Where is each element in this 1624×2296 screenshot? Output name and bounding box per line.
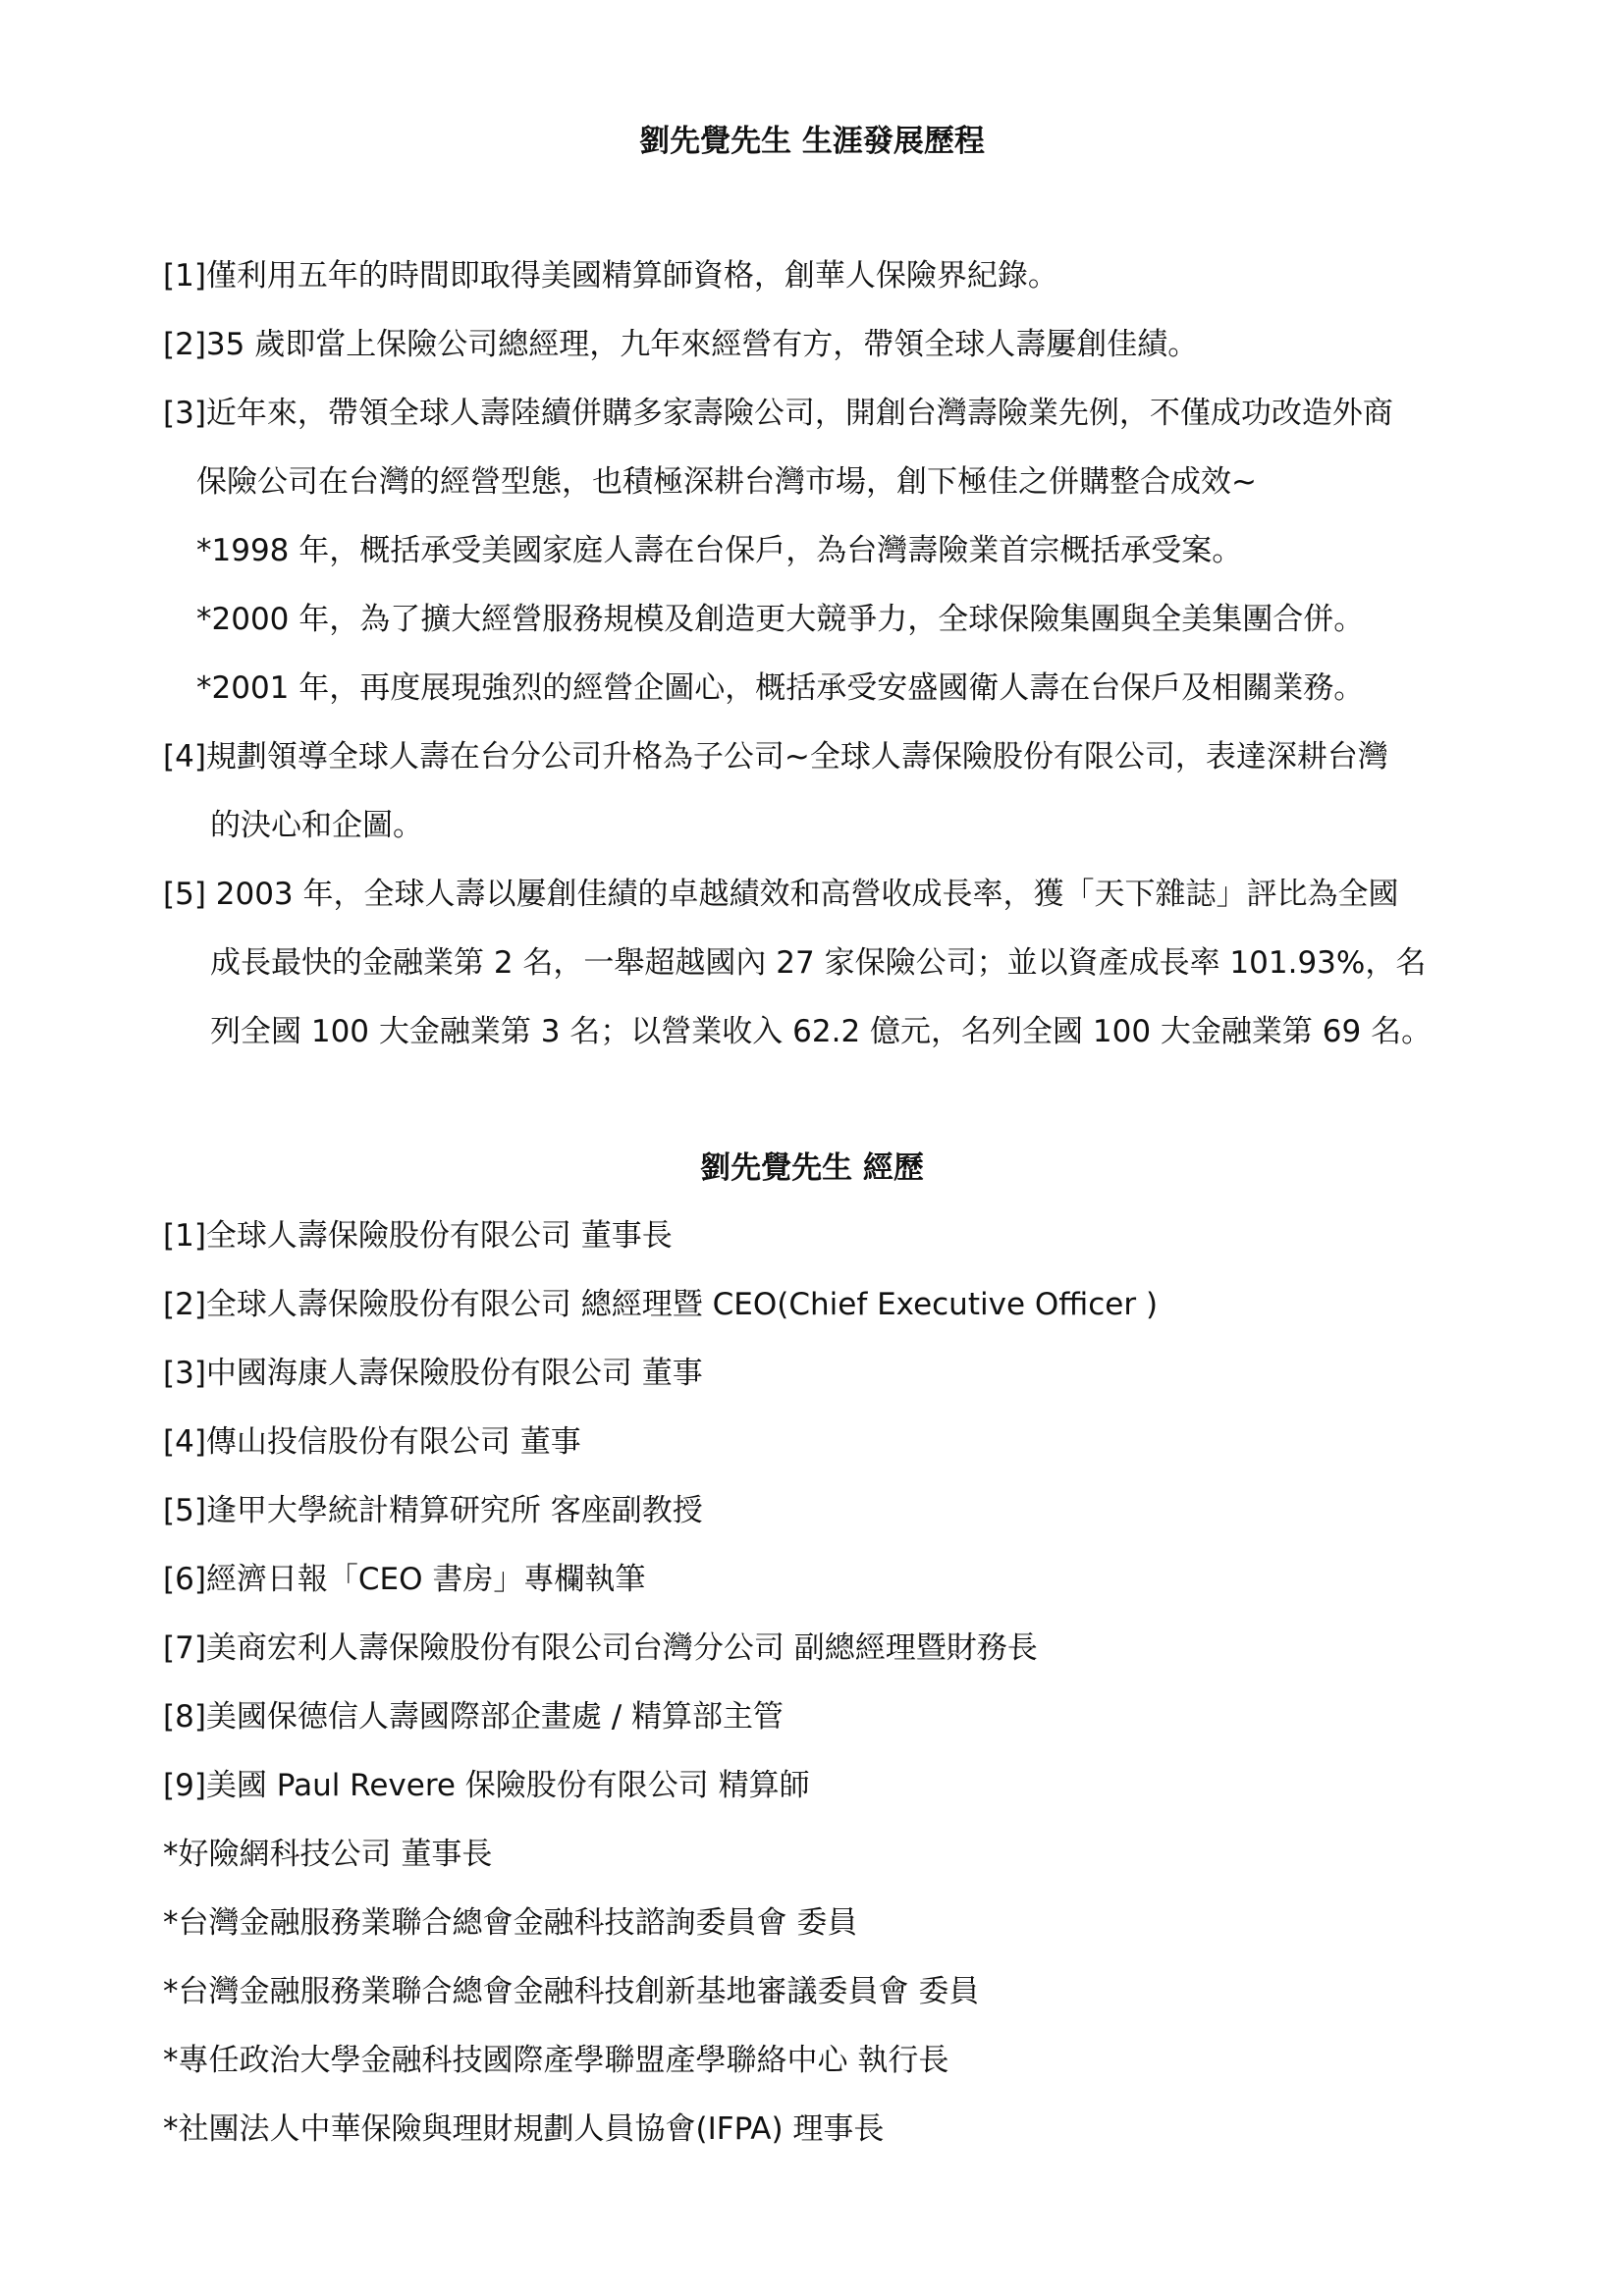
experience-item-7: [7]美商宏利人壽保險股份有限公司台灣分公司 副總經理暨財務長 [163,1630,1038,1666]
experience-item-6: [6]經濟日報「CEO 書房」專欄執筆 [163,1562,646,1597]
career-item-2: [2]35 歲即當上保險公司總經理，九年來經營有方，帶領全球人壽屢創佳績。 [163,327,1199,362]
experience-item-9: [9]美國 Paul Revere 保險股份有限公司 精算師 [163,1768,810,1803]
experience-item-4: [4]傳山投信股份有限公司 董事 [163,1424,581,1460]
experience-item-5: [5]逢甲大學統計精算研究所 客座副教授 [163,1493,703,1528]
section-title-career-development: 劉先覺先生 生涯發展歷程 [639,124,985,159]
experience-extra-2: *台灣金融服務業聯合總會金融科技諮詢委員會 委員 [163,1905,858,1941]
experience-extra-1: *好險網科技公司 董事長 [163,1837,493,1872]
career-item-1: [1]僅利用五年的時間即取得美國精算師資格，創華人保險界紀錄。 [163,258,1058,294]
career-item-5-continuation-1: 成長最快的金融業第 2 名，一舉超越國內 27 家保險公司；並以資產成長率 101.93%，名 [210,945,1427,981]
career-subitem-2001: *2001 年，再度展現強烈的經營企圖心，概括承受安盛國衛人壽在台保戶及相關業務。 [196,670,1365,706]
career-item-4-continuation: 的決心和企圖。 [210,808,423,843]
career-item-5: [5] 2003 年，全球人壽以屢創佳績的卓越績效和高營收成長率，獲「天下雜誌」評比為全國 [163,877,1399,912]
experience-item-1: [1]全球人壽保險股份有限公司 董事長 [163,1218,673,1254]
experience-extra-3: *台灣金融服務業聯合總會金融科技創新基地審議委員會 委員 [163,1974,980,2009]
career-item-4: [4]規劃領導全球人壽在台分公司升格為子公司~全球人壽保險股份有限公司，表達深耕台灣 [163,739,1388,774]
career-subitem-2000: *2000 年，為了擴大經營服務規模及創造更大競爭力，全球保險集團與全美集團合併。 [196,602,1365,637]
experience-extra-5: *社團法人中華保險與理財規劃人員協會(IFPA) 理事長 [163,2111,885,2147]
experience-item-8: [8]美國保德信人壽國際部企畫處 / 精算部主管 [163,1699,785,1735]
experience-item-2: [2]全球人壽保險股份有限公司 總經理暨 CEO(Chief Executive Officer ) [163,1287,1159,1322]
career-item-5-continuation-2: 列全國 100 大金融業第 3 名；以營業收入 62.2 億元，名列全國 100 大金融業第 69 名。 [210,1014,1433,1049]
experience-extra-4: *專任政治大學金融科技國際產學聯盟產學聯絡中心 執行長 [163,2043,949,2078]
career-subitem-1998: *1998 年，概括承受美國家庭人壽在台保戶，為台灣壽險業首宗概括承受案。 [196,533,1243,568]
career-item-3-continuation: 保險公司在台灣的經營型態，也積極深耕台灣市場，創下極佳之併購整合成效~ [196,464,1257,500]
section-title-experience: 劉先覺先生 經歷 [700,1150,924,1186]
experience-item-3: [3]中國海康人壽保險股份有限公司 董事 [163,1356,703,1391]
career-item-3: [3]近年來，帶領全球人壽陸續併購多家壽險公司，開創台灣壽險業先例，不僅成功改造外商 [163,396,1393,431]
